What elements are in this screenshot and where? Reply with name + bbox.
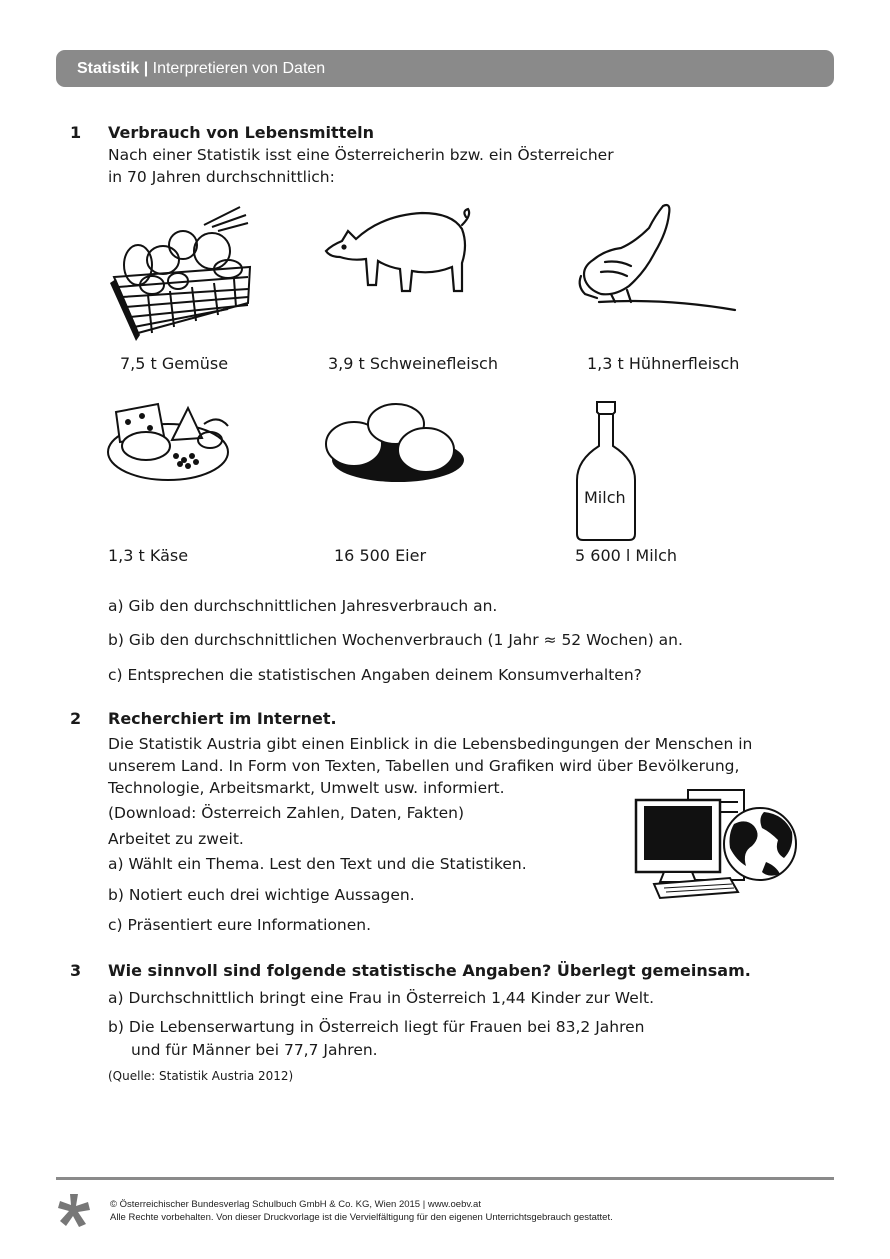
task3-number: 3 [70,961,82,980]
cheese-plate-icon [106,400,232,484]
chicken-icon [575,202,740,314]
milk-bottle-icon [575,400,639,542]
task3-question-a: a) Durchschnittlich bringt eine Frau in Österreich 1,44 Kinder zur Welt. [108,989,655,1007]
task2-question-c: c) Präsentiert eure Informationen. [108,916,372,934]
task2-line2: unserem Land. In Form von Texten, Tabellen und Grafiken wird über Bevölkerung, [108,757,740,775]
oebv-logo-icon [56,1192,92,1228]
caption-eggs: 16 500 Eier [334,546,427,565]
caption-cheese: 1,3 t Käse [108,546,189,565]
task1-question-b: b) Gib den durchschnittlichen Wochenverbrauch (1 Jahr ≈ 52 Wochen) an. [108,631,683,649]
task2-question-b: b) Notiert euch drei wichtige Aussagen. [108,886,415,904]
caption-pork: 3,9 t Schweinefleisch [328,354,498,373]
task1-number: 1 [70,123,82,142]
eggs-icon [324,400,464,486]
task2-line1: Die Statistik Austria gibt einen Einblick in die Lebensbedingungen der Menschen in [108,735,753,753]
header-separator: | [143,60,149,77]
page-header [56,50,834,87]
header-topic: Interpretieren von Daten [152,60,326,77]
task1-intro-line2: in 70 Jahren durchschnittlich: [108,168,335,186]
caption-milk: 5 600 l Milch [575,546,678,565]
task2-line4: (Download: Österreich Zahlen, Daten, Fakten) [108,804,465,822]
task2-title: Recherchiert im Internet. [108,709,337,728]
header-subject: Statistik [77,60,140,77]
task3-title: Wie sinnvoll sind folgende statistische Angaben? Überlegt gemeinsam. [108,961,751,980]
footer-rights: Alle Rechte vorbehalten. Von dieser Druckvorlage ist die Vervielfältigung für den eigenen Unterrichtsgebrauch gestattet. [110,1212,613,1223]
task1-intro-line1: Nach einer Statistik isst eine Österreicherin bzw. ein Österreicher [108,146,614,164]
computer-globe-icon [634,788,798,900]
task2-line5: Arbeitet zu zweit. [108,830,244,848]
task3-source: (Quelle: Statistik Austria 2012) [108,1069,294,1083]
task3-question-b-line2: und für Männer bei 77,7 Jahren. [131,1041,378,1059]
caption-chicken: 1,3 t Hühnerfleisch [587,354,740,373]
pig-icon [322,205,474,297]
task1-title: Verbrauch von Lebensmitteln [108,123,375,142]
footer-copyright: © Österreichischer Bundesverlag Schulbuch GmbH & Co. KG, Wien 2015 | www.oebv.at [110,1199,481,1210]
task2-line3: Technologie, Arbeitsmarkt, Umwelt usw. informiert. [108,779,505,797]
task2-question-a: a) Wählt ein Thema. Lest den Text und die Statistiken. [108,855,527,873]
bottle-label: Milch [584,488,626,507]
task3-question-b-line1: b) Die Lebenserwartung in Österreich liegt für Frauen bei 83,2 Jahren [108,1018,645,1036]
caption-vegetables: 7,5 t Gemüse [120,354,229,373]
task1-question-c: c) Entsprechen die statistischen Angaben deinem Konsumverhalten? [108,666,642,684]
footer-divider [56,1177,834,1180]
task1-question-a: a) Gib den durchschnittlichen Jahresverbrauch an. [108,597,498,615]
vegetable-basket-icon [108,205,256,343]
task2-number: 2 [70,709,82,728]
